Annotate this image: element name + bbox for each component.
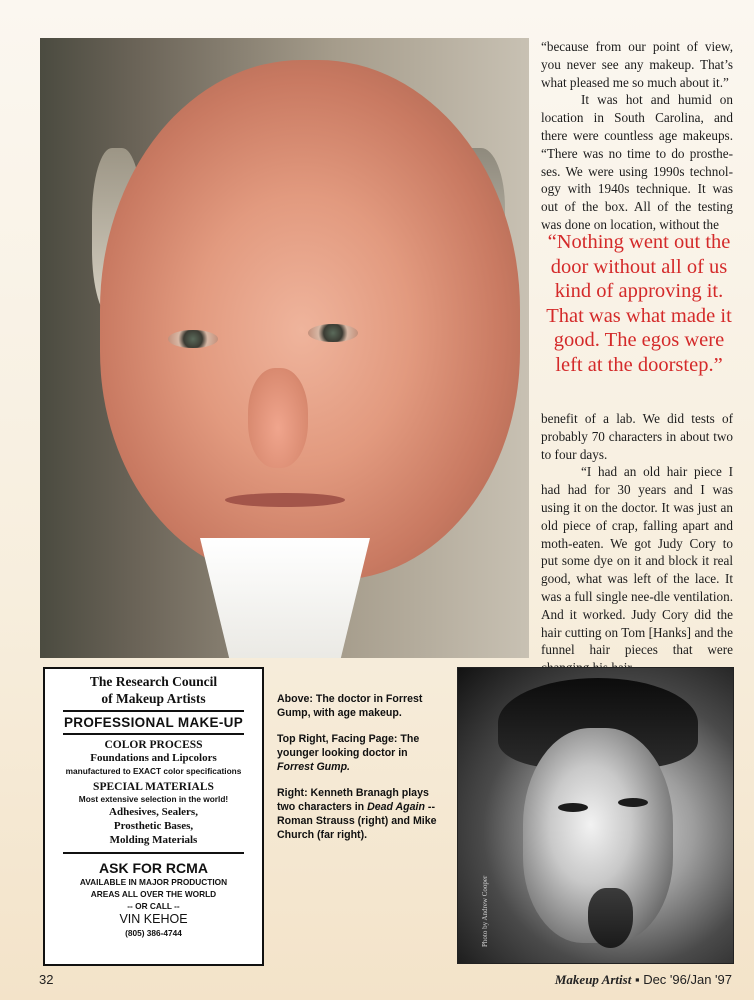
- ad-phone: (805) 386-4744: [125, 928, 182, 938]
- ad-professional-heading: PROFESSIONAL MAKE-UP: [63, 715, 243, 730]
- ad-special-materials: SPECIAL MATERIALS: [93, 781, 214, 793]
- ad-available: AVAILABLE IN MAJOR PRODUCTION: [79, 877, 228, 887]
- ad-prosthetic: Prosthetic Bases,: [113, 820, 194, 832]
- ad-org-line: The Research Council: [89, 674, 218, 689]
- photo-kenneth-branagh: [457, 667, 734, 964]
- rcma-advertisement: [43, 667, 264, 966]
- main-photo-doctor: [40, 38, 529, 658]
- ad-org-line: of Makeup Artists: [101, 691, 206, 706]
- ad-divider: [63, 733, 244, 735]
- article-paragraph: “because from our point of view, you never see any makeup. That’s what pleased me so much about it.”: [541, 39, 733, 90]
- photo-captions: [277, 692, 445, 854]
- issue-date: Dec '96/Jan '97: [643, 972, 732, 987]
- magazine-name: Makeup Artist: [554, 972, 632, 987]
- article-paragraph: It was hot and humid on location in South Carolina, and there were countless age makeups. “There was no time to do prosthe-ses. We were using 1990s technol-ogy with 1940s technique. It was out of the box. All of the testing was done on location, without the: [541, 92, 733, 232]
- page-number: 32: [39, 972, 54, 987]
- ad-divider: [63, 852, 244, 854]
- article-column-bottom: [541, 410, 733, 677]
- ad-contact-name: VIN KEHOE: [119, 912, 188, 926]
- issue-footer: [555, 972, 732, 988]
- caption-right: [277, 786, 445, 842]
- article-column-top: [541, 38, 733, 234]
- caption-top-right: [277, 732, 445, 774]
- pull-quote: “Nothing went out the door without all of us kind of approving it. That was what made it good. The egos were left at the doorstep.”: [546, 231, 732, 376]
- ad-ask-for-rcma: ASK FOR RCMA: [99, 860, 208, 876]
- ad-extensive: Most extensive selection in the world!: [78, 794, 229, 804]
- caption-text: Right: Kenneth Branagh plays two characters in: [277, 787, 429, 813]
- ad-adhesives: Adhesives, Sealers,: [109, 806, 198, 818]
- caption-text: -- Roman Strauss (right) and Mike Church (far right).: [277, 801, 437, 841]
- caption-text: Top Right, Facing Page: The younger looking doctor in: [277, 733, 420, 759]
- ad-color-process: COLOR PROCESS: [104, 739, 203, 751]
- article-paragraph: benefit of a lab. We did tests of probably 70 characters in about two to four days.: [541, 411, 733, 462]
- ad-foundations: Foundations and Lipcolors: [90, 752, 217, 764]
- footer-bullet: ▪: [634, 972, 640, 987]
- article-paragraph: “I had an old hair piece I had had for 30 years and I was using it on the doctor. It was just an old piece of crap, falling apart and moth-eaten. We got Judy Cory to put some dye on it and block it real good, what was left of the lace. It was a full single nee-dle ventilation. And it worked. Judy Cory did the hair cutting on Tom [Hanks] and the funnel hair pieces that were: [541, 464, 733, 658]
- photo-credit: Photo by Andrew Cooper: [481, 875, 489, 947]
- ad-available: AREAS ALL OVER THE WORLD: [90, 889, 217, 899]
- ad-divider: [63, 710, 244, 712]
- ad-molding: Molding Materials: [109, 834, 198, 846]
- caption-film-title: Forrest Gump.: [277, 761, 350, 773]
- ad-or-call: -- OR CALL --: [127, 901, 180, 911]
- caption-film-title: Dead Again: [367, 801, 425, 813]
- caption-above: Above: The doctor in Forrest Gump, with age makeup.: [277, 693, 423, 719]
- ad-manufactured: manufactured to EXACT color specifications: [65, 766, 242, 776]
